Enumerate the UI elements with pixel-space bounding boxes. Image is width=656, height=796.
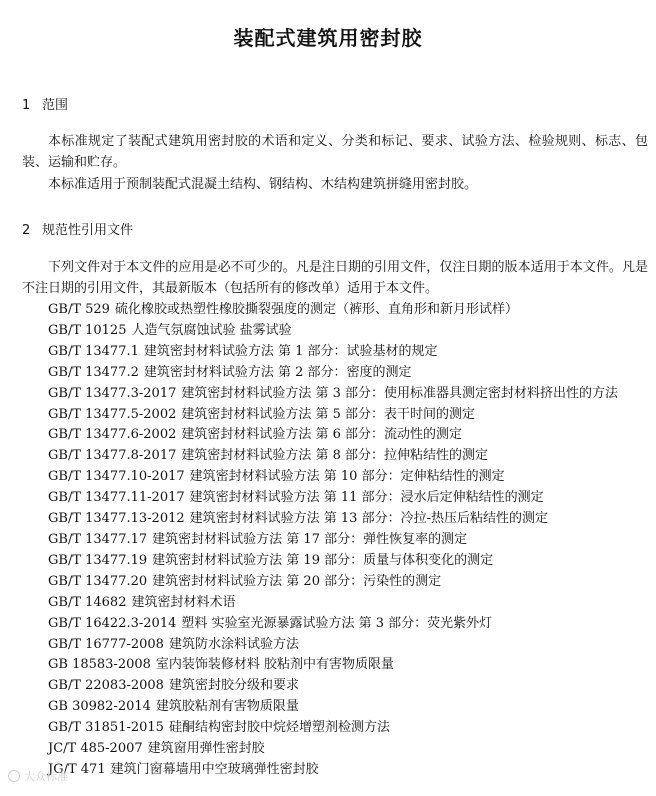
reference-code: GB/T 13477.1 (48, 343, 139, 359)
reference-code: GB/T 13477.8-2017 (48, 448, 177, 464)
reference-item (48, 363, 654, 384)
reference-title: 建筑胶粘剂有害物质限量 (155, 699, 299, 715)
section-2-heading (22, 219, 133, 238)
section-2-number: 2 (22, 223, 31, 238)
reference-item (48, 614, 654, 635)
section-1-number: 1 (22, 98, 31, 113)
reference-title: 人造气氛腐蚀试验 盐雾试验 (131, 322, 292, 338)
reference-item (48, 384, 654, 405)
reference-title: 硫化橡胶或热塑性橡胶撕裂强度的测定（裤形、直角形和新月形试样） (114, 302, 518, 317)
watermark (8, 768, 68, 784)
reference-code: GB/T 13477.11-2017 (48, 490, 185, 506)
reference-item (48, 321, 654, 342)
reference-code: GB/T 31851-2015 (48, 720, 164, 736)
reference-item (48, 593, 654, 614)
reference-code: GB/T 13477.3-2017 (48, 385, 177, 401)
reference-item (48, 635, 654, 656)
reference-code: GB/T 13477.17 (48, 531, 148, 547)
document-title: 装配式建筑用密封胶 (233, 26, 423, 50)
reference-code: GB/T 22083-2008 (48, 678, 164, 694)
section-1-title: 范围 (42, 98, 69, 113)
reference-title: 建筑密封材料试验方法 第 2 部分：密度的测定 (143, 364, 412, 380)
reference-item (48, 718, 654, 739)
section-1-paragraph-2: 本标准适用于预制装配式混凝土结构、钢结构、木结构建筑拼缝用密封胶。 (48, 177, 478, 192)
reference-item (48, 488, 654, 509)
reference-item (48, 467, 654, 488)
reference-code: GB/T 13477.2 (48, 364, 139, 380)
reference-item (48, 425, 654, 446)
reference-title: 建筑密封材料试验方法 第 8 部分：拉伸粘结性的测定 (181, 448, 489, 464)
reference-code: GB/T 13477.10-2017 (48, 469, 185, 485)
reference-item (48, 572, 654, 593)
reference-item (48, 300, 654, 321)
reference-title: 建筑密封材料试验方法 第 19 部分：质量与体积变化的测定 (152, 552, 494, 568)
reference-title: 建筑防水涂料试验方法 (168, 636, 299, 652)
reference-code: GB/T 13477.19 (48, 552, 148, 568)
reference-title: 建筑密封材料试验方法 第 17 部分：弹性恢复率的测定 (152, 531, 468, 547)
reference-item (48, 551, 654, 572)
reference-code: GB/T 14682 (48, 594, 127, 610)
reference-item (48, 342, 654, 363)
reference-code: GB/T 13477.20 (48, 573, 148, 589)
reference-code: GB 30982-2014 (48, 699, 151, 715)
reference-item (48, 405, 654, 426)
reference-title: 建筑密封胶分级和要求 (168, 678, 299, 694)
reference-title: 建筑密封材料试验方法 第 13 部分：冷拉-热压后粘结性的测定 (189, 511, 548, 527)
reference-list (48, 300, 654, 781)
reference-code: GB/T 16422.3-2014 (48, 615, 177, 631)
reference-code: JC/T 485-2007 (48, 741, 143, 757)
reference-item (48, 760, 654, 781)
reference-title: 建筑密封材料试验方法 第 1 部分：试验基材的规定 (143, 343, 438, 359)
section-2-intro: 下列文件对于本文件的应用是必不可少的。凡是注日期的引用文件，仅注日期的版本适用于本文件。凡是不注日期的引用文件，其最新版本（包括所有的修改单）适用于本文件。 (22, 260, 648, 296)
watermark-text: 大众标准 (24, 770, 68, 783)
section-2-title: 规范性引用文件 (42, 223, 134, 238)
reference-title: 建筑密封材料试验方法 第 10 部分：定伸粘结性的测定 (189, 469, 505, 485)
reference-title: 建筑密封材料试验方法 第 6 部分：流动性的测定 (181, 427, 463, 443)
reference-title: 建筑密封材料试验方法 第 3 部分：使用标准器具测定密封材料挤出性的方法 (181, 385, 619, 401)
reference-item (48, 655, 654, 676)
reference-title: 建筑密封材料试验方法 第 20 部分：污染性的测定 (152, 573, 442, 589)
reference-code: GB/T 16777-2008 (48, 636, 164, 652)
reference-title: 建筑密封材料试验方法 第 5 部分：表干时间的测定 (181, 406, 476, 422)
reference-title: 建筑窗用弹性密封胶 (147, 741, 265, 757)
section-1-paragraph-1: 本标准规定了装配式建筑用密封胶的术语和定义、分类和标记、要求、试验方法、检验规则、标志、包装、运输和贮存。 (22, 134, 648, 170)
reference-code: GB 18583-2008 (48, 657, 151, 673)
reference-title: 硅酮结构密封胶中烷烃增塑剂检测方法 (168, 720, 390, 736)
reference-item (48, 676, 654, 697)
reference-item (48, 697, 654, 718)
reference-title: 室内装饰装修材料 胶粘剂中有害物质限量 (155, 657, 395, 673)
reference-code: GB/T 529 (48, 302, 110, 317)
reference-code: JG/T 471 (48, 761, 106, 777)
reference-item (48, 530, 654, 551)
reference-item (48, 446, 654, 467)
section-1-heading (22, 94, 68, 113)
reference-title: 建筑密封材料试验方法 第 11 部分：浸水后定伸粘结性的测定 (189, 490, 544, 506)
reference-code: GB/T 13477.13-2012 (48, 511, 185, 527)
reference-item (48, 509, 654, 530)
reference-code: GB/T 10125 (48, 322, 127, 338)
reference-title: 塑料 实验室光源暴露试验方法 第 3 部分：荧光紫外灯 (181, 615, 493, 631)
reference-code: GB/T 13477.5-2002 (48, 406, 177, 422)
reference-item (48, 739, 654, 760)
reference-title: 建筑门窗幕墙用中空玻璃弹性密封胶 (110, 761, 319, 777)
reference-title: 建筑密封材料术语 (131, 594, 236, 610)
watermark-logo-icon (8, 770, 20, 782)
reference-code: GB/T 13477.6-2002 (48, 427, 177, 443)
